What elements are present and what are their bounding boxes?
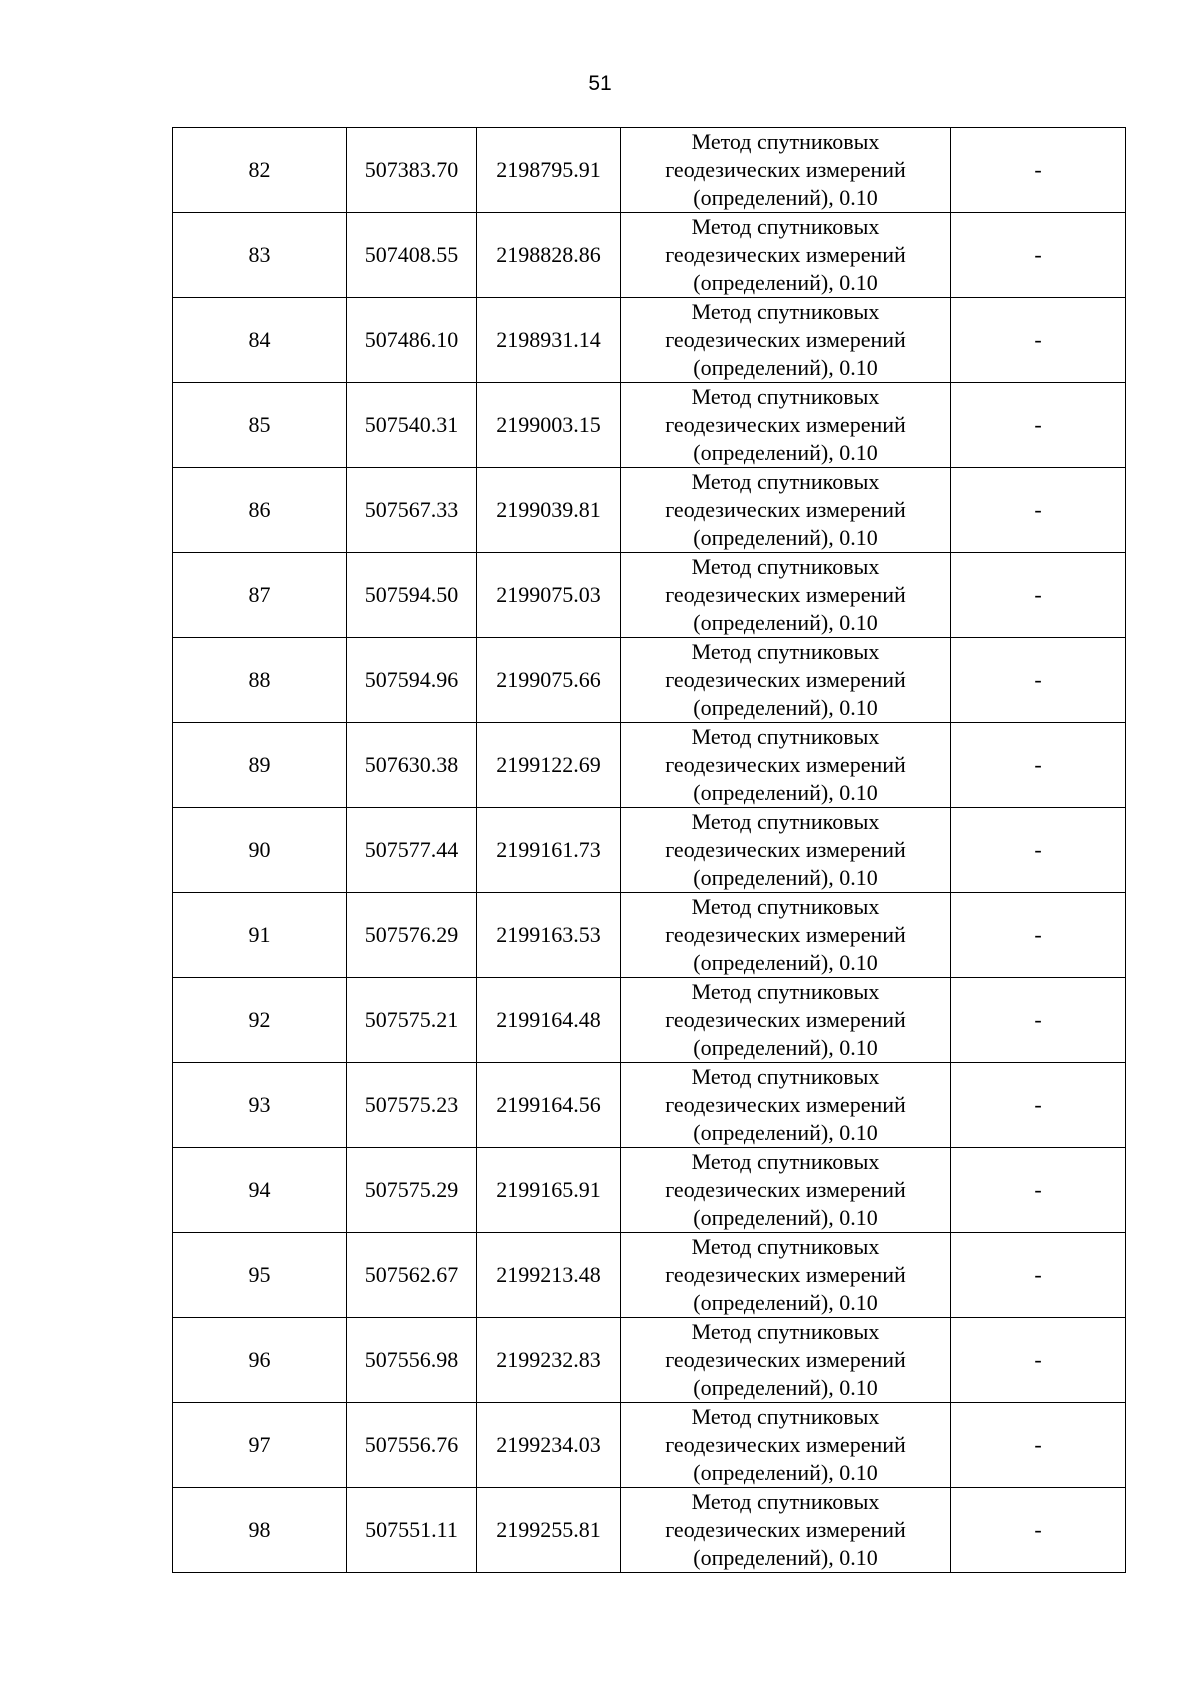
- method-line: геодезических измерений: [665, 1092, 906, 1117]
- table-row: [173, 553, 1126, 638]
- method-cell: [621, 468, 951, 553]
- x-coordinate-cell: 507408.55: [347, 213, 477, 298]
- x-coordinate-cell: 507567.33: [347, 468, 477, 553]
- x-coordinate-cell: 507594.96: [347, 638, 477, 723]
- y-coordinate-cell: 2199163.53: [477, 893, 621, 978]
- y-coordinate-cell: 2199232.83: [477, 1318, 621, 1403]
- method-line: (определений), 0.10: [693, 1460, 878, 1485]
- x-coordinate-cell: 507575.29: [347, 1148, 477, 1233]
- method-cell: [621, 1318, 951, 1403]
- y-coordinate-cell: 2198931.14: [477, 298, 621, 383]
- method-cell: [621, 808, 951, 893]
- method-line: геодезических измерений: [665, 1262, 906, 1287]
- table-row: [173, 1063, 1126, 1148]
- table-row: [173, 978, 1126, 1063]
- table-row: [173, 1318, 1126, 1403]
- method-line: Метод спутниковых: [691, 299, 880, 324]
- description-cell: -: [951, 213, 1126, 298]
- x-coordinate-cell: 507556.98: [347, 1318, 477, 1403]
- point-number-cell: 90: [173, 808, 347, 893]
- x-coordinate-cell: 507551.11: [347, 1488, 477, 1573]
- description-cell: -: [951, 383, 1126, 468]
- table-row: [173, 213, 1126, 298]
- method-line: Метод спутниковых: [691, 724, 880, 749]
- x-coordinate-cell: 507486.10: [347, 298, 477, 383]
- method-cell: [621, 723, 951, 808]
- description-cell: -: [951, 893, 1126, 978]
- x-coordinate-cell: 507540.31: [347, 383, 477, 468]
- y-coordinate-cell: 2199164.56: [477, 1063, 621, 1148]
- method-line: геодезических измерений: [665, 1177, 906, 1202]
- y-coordinate-cell: 2198828.86: [477, 213, 621, 298]
- x-coordinate-cell: 507556.76: [347, 1403, 477, 1488]
- table-row: [173, 723, 1126, 808]
- method-line: (определений), 0.10: [693, 865, 878, 890]
- y-coordinate-cell: 2199164.48: [477, 978, 621, 1063]
- x-coordinate-cell: 507383.70: [347, 128, 477, 213]
- method-line: геодезических измерений: [665, 837, 906, 862]
- x-coordinate-cell: 507577.44: [347, 808, 477, 893]
- point-number-cell: 87: [173, 553, 347, 638]
- y-coordinate-cell: 2199165.91: [477, 1148, 621, 1233]
- y-coordinate-cell: 2199003.15: [477, 383, 621, 468]
- description-cell: -: [951, 1403, 1126, 1488]
- description-cell: -: [951, 978, 1126, 1063]
- description-cell: -: [951, 1233, 1126, 1318]
- method-line: Метод спутниковых: [691, 979, 880, 1004]
- description-cell: -: [951, 1318, 1126, 1403]
- method-line: геодезических измерений: [665, 752, 906, 777]
- description-cell: -: [951, 1488, 1126, 1573]
- table-row: [173, 383, 1126, 468]
- point-number-cell: 98: [173, 1488, 347, 1573]
- y-coordinate-cell: 2199075.66: [477, 638, 621, 723]
- point-number-cell: 92: [173, 978, 347, 1063]
- method-cell: [621, 893, 951, 978]
- method-line: (определений), 0.10: [693, 1545, 878, 1570]
- method-line: Метод спутниковых: [691, 639, 880, 664]
- table-row: [173, 808, 1126, 893]
- method-line: геодезических измерений: [665, 497, 906, 522]
- table-row: [173, 128, 1126, 213]
- table-row: [173, 1403, 1126, 1488]
- method-line: (определений), 0.10: [693, 1120, 878, 1145]
- table-row: [173, 893, 1126, 978]
- coordinates-table: [172, 127, 1126, 1573]
- table-row: [173, 638, 1126, 723]
- method-line: (определений), 0.10: [693, 185, 878, 210]
- method-line: Метод спутниковых: [691, 554, 880, 579]
- method-line: геодезических измерений: [665, 582, 906, 607]
- method-cell: [621, 1063, 951, 1148]
- method-line: Метод спутниковых: [691, 214, 880, 239]
- method-line: Метод спутниковых: [691, 129, 880, 154]
- description-cell: -: [951, 468, 1126, 553]
- method-line: геодезических измерений: [665, 1007, 906, 1032]
- method-line: геодезических измерений: [665, 412, 906, 437]
- method-line: (определений), 0.10: [693, 1035, 878, 1060]
- description-cell: -: [951, 808, 1126, 893]
- y-coordinate-cell: 2199122.69: [477, 723, 621, 808]
- x-coordinate-cell: 507562.67: [347, 1233, 477, 1318]
- point-number-cell: 85: [173, 383, 347, 468]
- method-cell: [621, 213, 951, 298]
- y-coordinate-cell: 2199213.48: [477, 1233, 621, 1318]
- point-number-cell: 91: [173, 893, 347, 978]
- y-coordinate-cell: 2199255.81: [477, 1488, 621, 1573]
- point-number-cell: 88: [173, 638, 347, 723]
- method-line: Метод спутниковых: [691, 1489, 880, 1514]
- point-number-cell: 83: [173, 213, 347, 298]
- coordinates-table-body: [173, 128, 1126, 1573]
- y-coordinate-cell: 2198795.91: [477, 128, 621, 213]
- y-coordinate-cell: 2199075.03: [477, 553, 621, 638]
- method-line: (определений), 0.10: [693, 440, 878, 465]
- method-line: (определений), 0.10: [693, 1205, 878, 1230]
- point-number-cell: 95: [173, 1233, 347, 1318]
- method-line: геодезических измерений: [665, 1432, 906, 1457]
- table-row: [173, 298, 1126, 383]
- method-cell: [621, 553, 951, 638]
- table-row: [173, 468, 1126, 553]
- description-cell: -: [951, 723, 1126, 808]
- method-line: геодезических измерений: [665, 1517, 906, 1542]
- method-line: геодезических измерений: [665, 242, 906, 267]
- description-cell: -: [951, 1063, 1126, 1148]
- method-line: (определений), 0.10: [693, 950, 878, 975]
- x-coordinate-cell: 507576.29: [347, 893, 477, 978]
- method-line: (определений), 0.10: [693, 780, 878, 805]
- point-number-cell: 84: [173, 298, 347, 383]
- point-number-cell: 96: [173, 1318, 347, 1403]
- page-number: 51: [588, 72, 612, 95]
- description-cell: -: [951, 638, 1126, 723]
- method-line: (определений), 0.10: [693, 1375, 878, 1400]
- point-number-cell: 93: [173, 1063, 347, 1148]
- y-coordinate-cell: 2199161.73: [477, 808, 621, 893]
- point-number-cell: 89: [173, 723, 347, 808]
- method-cell: [621, 1488, 951, 1573]
- method-line: Метод спутниковых: [691, 1064, 880, 1089]
- method-line: геодезических измерений: [665, 157, 906, 182]
- point-number-cell: 82: [173, 128, 347, 213]
- method-line: (определений), 0.10: [693, 1290, 878, 1315]
- method-cell: [621, 1233, 951, 1318]
- method-line: геодезических измерений: [665, 1347, 906, 1372]
- method-line: геодезических измерений: [665, 667, 906, 692]
- method-line: геодезических измерений: [665, 922, 906, 947]
- description-cell: -: [951, 298, 1126, 383]
- x-coordinate-cell: 507575.23: [347, 1063, 477, 1148]
- method-cell: [621, 638, 951, 723]
- method-cell: [621, 383, 951, 468]
- method-line: (определений), 0.10: [693, 610, 878, 635]
- method-line: (определений), 0.10: [693, 695, 878, 720]
- method-line: Метод спутниковых: [691, 894, 880, 919]
- method-cell: [621, 298, 951, 383]
- x-coordinate-cell: 507594.50: [347, 553, 477, 638]
- point-number-cell: 97: [173, 1403, 347, 1488]
- table-row: [173, 1148, 1126, 1233]
- y-coordinate-cell: 2199039.81: [477, 468, 621, 553]
- x-coordinate-cell: 507630.38: [347, 723, 477, 808]
- point-number-cell: 94: [173, 1148, 347, 1233]
- table-row: [173, 1233, 1126, 1318]
- method-line: геодезических измерений: [665, 327, 906, 352]
- table-row: [173, 1488, 1126, 1573]
- method-line: Метод спутниковых: [691, 809, 880, 834]
- method-line: Метод спутниковых: [691, 384, 880, 409]
- method-line: (определений), 0.10: [693, 355, 878, 380]
- method-cell: [621, 1403, 951, 1488]
- method-cell: [621, 978, 951, 1063]
- method-line: Метод спутниковых: [691, 1319, 880, 1344]
- method-cell: [621, 128, 951, 213]
- point-number-cell: 86: [173, 468, 347, 553]
- description-cell: -: [951, 1148, 1126, 1233]
- method-line: Метод спутниковых: [691, 469, 880, 494]
- method-line: Метод спутниковых: [691, 1149, 880, 1174]
- method-line: (определений), 0.10: [693, 525, 878, 550]
- method-cell: [621, 1148, 951, 1233]
- x-coordinate-cell: 507575.21: [347, 978, 477, 1063]
- method-line: Метод спутниковых: [691, 1234, 880, 1259]
- method-line: Метод спутниковых: [691, 1404, 880, 1429]
- description-cell: -: [951, 128, 1126, 213]
- y-coordinate-cell: 2199234.03: [477, 1403, 621, 1488]
- method-line: (определений), 0.10: [693, 270, 878, 295]
- description-cell: -: [951, 553, 1126, 638]
